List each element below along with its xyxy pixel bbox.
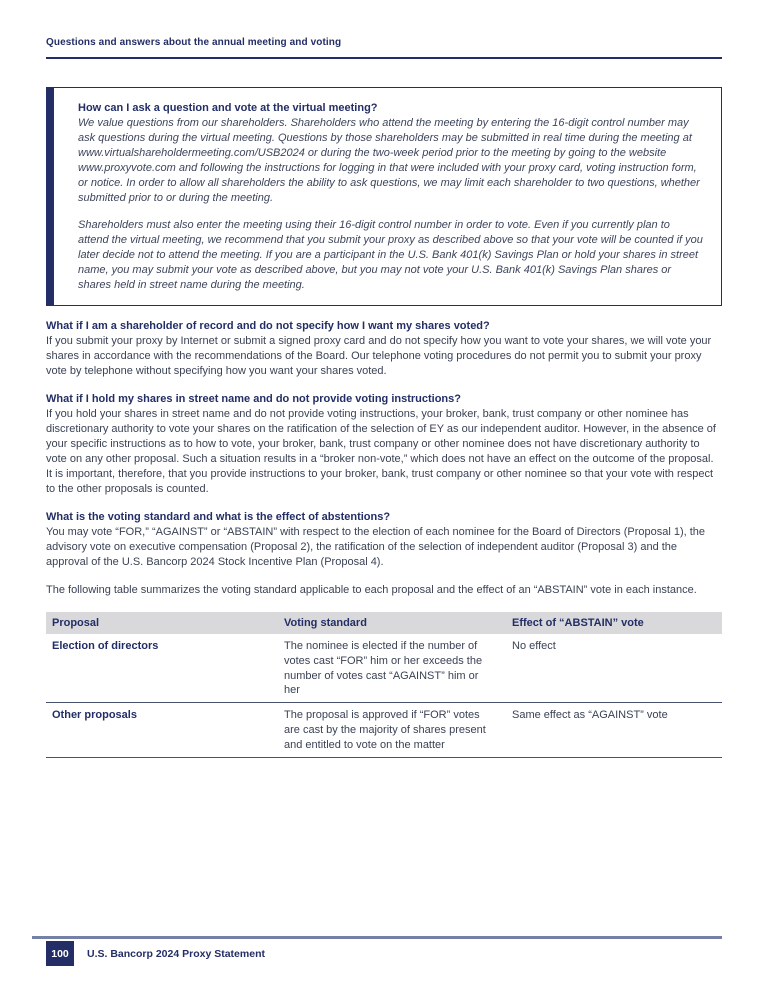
proposal-cell: Election of directors — [52, 640, 159, 652]
proposal-cell: Other proposals — [52, 709, 137, 722]
table-row — [46, 634, 722, 702]
standard-cell: The nominee is elected if the number of votes cast “FOR” him or her exceeds the number of votes cast “AGAINST” him or her — [284, 640, 483, 697]
header-rule — [46, 57, 722, 59]
section-street-name — [46, 392, 722, 497]
section-heading: What if I am a shareholder of record and do not specify how I want my shares voted? — [46, 320, 490, 332]
table-header-row — [46, 612, 722, 634]
section-heading: What is the voting standard and what is the effect of abstentions? — [46, 511, 391, 523]
table-row — [46, 702, 722, 756]
section-voting-standard — [46, 510, 722, 570]
qa-box-heading: How can I ask a question and vote at the virtual meeting? — [78, 102, 378, 114]
page-footer — [46, 941, 265, 966]
qa-box-paragraph: We value questions from our shareholders. Shareholders who attend the meeting by entering the 16-digit control number may ask questions during the virtual meeting. Questions by those shareholders may be submitted in real time during the meeting at www.virtualshareholdermeeting.com/USB2024 or during the two-week period prior to the meeting by going to the website www.proxyvote.com and following the instructions for logging in that were included with your proxy card, voting instruction form, or notice. In order to allow all shareholders the ability to ask questions, we may limit each shareholder to two questions, whether submitted prior to or during the meeting. — [78, 117, 700, 204]
column-header-voting-standard: Voting standard — [284, 617, 367, 629]
section-body: You may vote “FOR,” “AGAINST” or “ABSTAIN” with respect to the election of each nominee for the Board of Directors (Proposal 1), the advisory vote on executive compensation (Proposal 2), the ratification of the selection of independent auditor (Proposal 3) and the approval of the U.S. Bancorp 2024 Stock Incentive Plan (Proposal 4). — [46, 526, 706, 568]
page-content — [46, 0, 722, 758]
voting-standard-table — [46, 612, 722, 758]
qa-box-paragraph: Shareholders must also enter the meeting using their 16-digit control number in order to vote. Even if you currently plan to attend the virtual meeting, we recommend that you submit your proxy as described above so that your vote will be counted if you later decide not to attend the meeting. If you are a participant in the U.S. Bank 401(k) Savings Plan or hold your shares in street name, you may submit your vote as described above, but you may not vote your U.S. Bank 401(k) Savings Plan shares or shares held in street name during the meeting. — [78, 219, 703, 291]
footer-rule — [32, 936, 722, 939]
standard-cell: The proposal is approved if “FOR” votes are cast by the majority of shares present and entitled to vote on the matter — [284, 709, 486, 751]
section-body: If you submit your proxy by Internet or submit a signed proxy card and do not specify how you want to vote your shares, we will vote your shares in accordance with the recommendations of the Board. Our telephone voting procedures do not permit you to submit your proxy vote by telephone without specifying how you want your shares voted. — [46, 335, 712, 377]
page-number-badge — [46, 941, 74, 966]
page-number: 100 — [51, 947, 69, 960]
column-header-proposal: Proposal — [52, 617, 100, 629]
effect-cell: Same effect as “AGAINST” vote — [512, 709, 668, 722]
table-intro: The following table summarizes the voting standard applicable to each proposal and the effect of an “ABSTAIN” vote in each instance. — [46, 584, 697, 596]
section-shareholder-of-record — [46, 319, 722, 379]
section-body: If you hold your shares in street name and do not provide voting instructions, your broker, bank, trust company or other nominee has discretionary authority to vote your shares on the ratification of the selection of EY as our independent auditor. However, in the absence of your specific instructions as to how to vote, your broker, bank, trust company or other nominee does not have discretionary authority to vote on any other proposal. Such a situation results in a “broker non-vote,” which does not have an effect on the outcome of the proposal. It is important, therefore, that you provide instructions to your broker, bank, trust company or other nominee so that your vote with respect to the other proposals is counted. — [46, 408, 716, 495]
section-heading: What if I hold my shares in street name and do not provide voting instructions? — [46, 393, 461, 405]
qa-highlight-box — [46, 87, 722, 306]
column-header-abstain-effect: Effect of “ABSTAIN” vote — [512, 617, 644, 629]
running-header: Questions and answers about the annual meeting and voting — [46, 37, 342, 48]
effect-cell: No effect — [512, 640, 556, 652]
footer-title: U.S. Bancorp 2024 Proxy Statement — [87, 947, 265, 960]
